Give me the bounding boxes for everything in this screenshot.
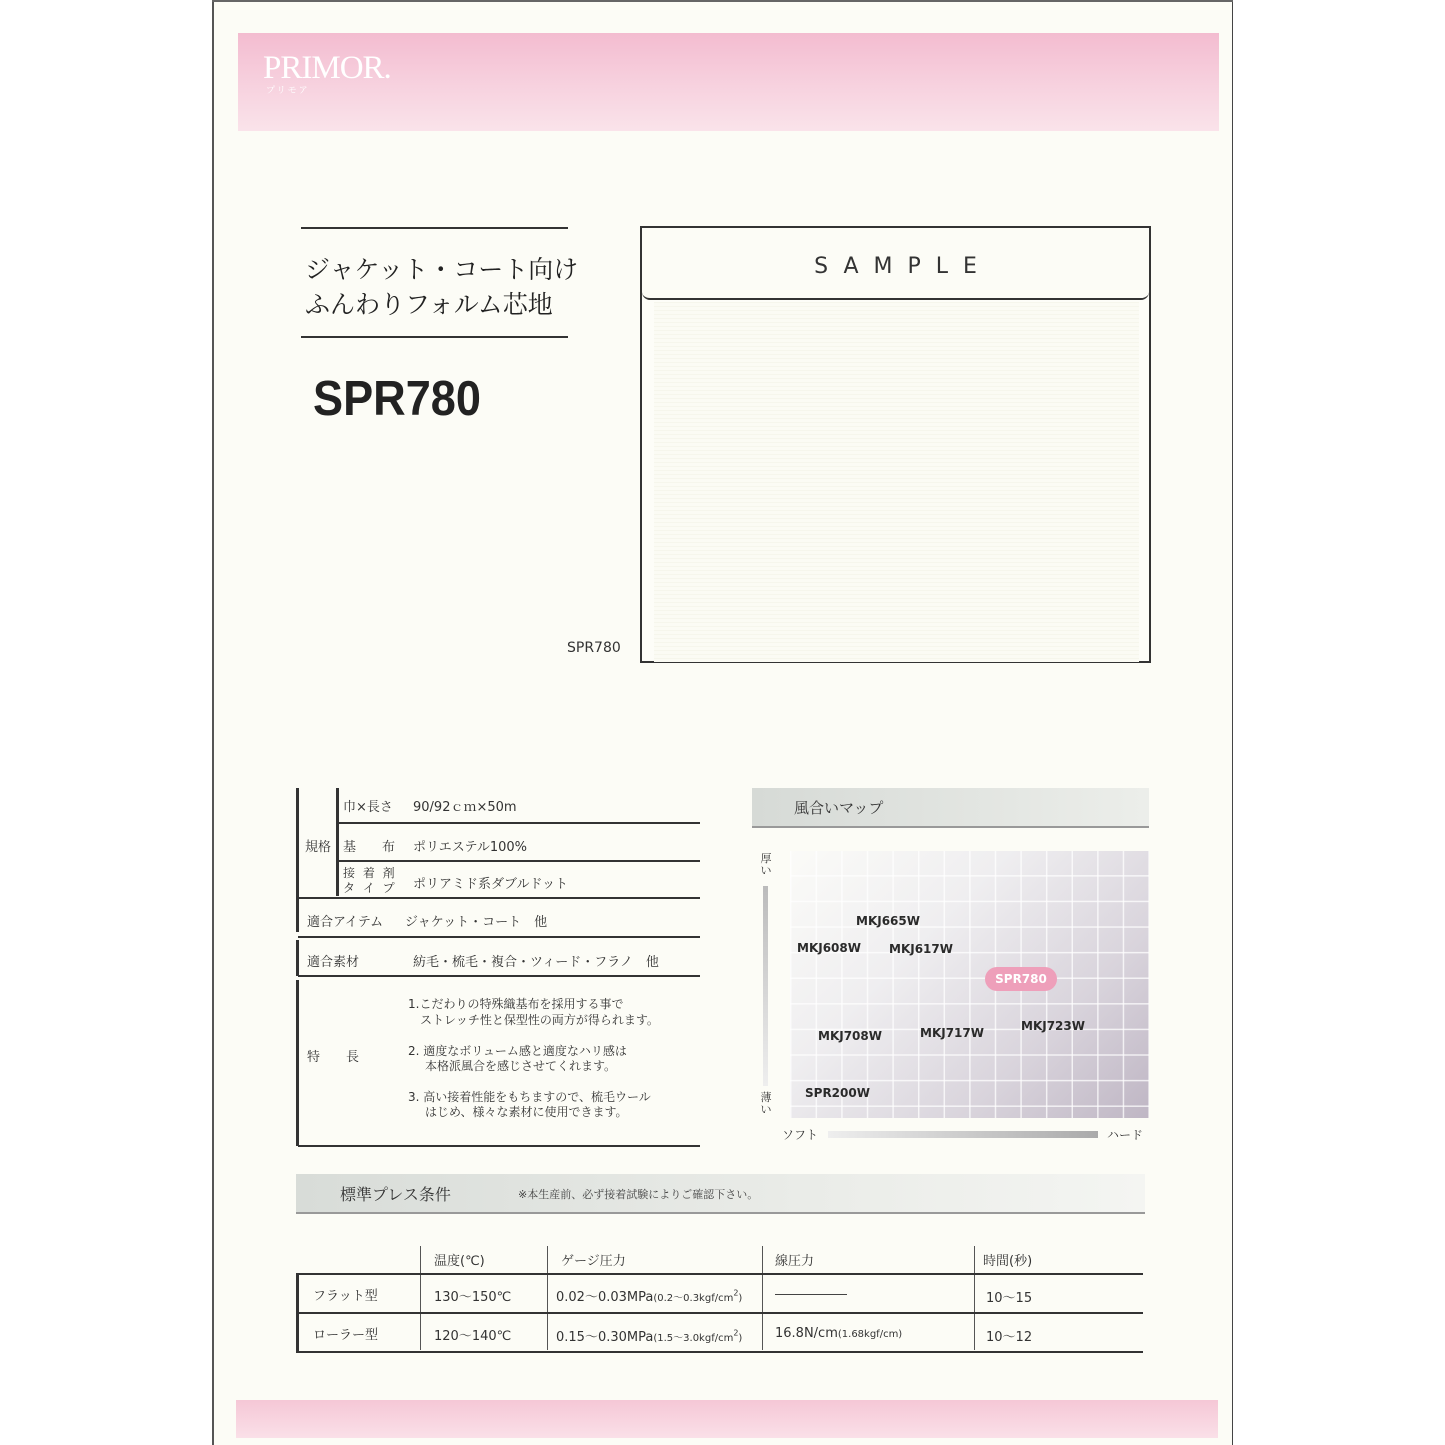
hand-map-grid bbox=[790, 851, 1149, 1118]
feature-1-line-1: 1.こだわりの特殊織基布を採用する事で bbox=[408, 997, 624, 1011]
brand-logo: PRIMOR. bbox=[263, 50, 391, 86]
spec-materials-value: 紡毛・梳毛・複合・ツィード・フラノ 他 bbox=[413, 955, 659, 970]
press-row-flat-temp: 130～150℃ bbox=[434, 1290, 512, 1305]
axis-thin-label: 薄い bbox=[760, 1091, 772, 1116]
press-row-roller-temp: 120～140℃ bbox=[434, 1329, 512, 1344]
axis-soft-label: ソフト bbox=[782, 1128, 819, 1142]
axis-thick-label: 厚い bbox=[760, 852, 772, 877]
feature-1-line-2: ストレッチ性と保型性の両方が得られます。 bbox=[420, 1013, 659, 1027]
map-label-mkj617w: MKJ617W bbox=[889, 942, 953, 956]
press-header-gauge: ゲージ圧力 bbox=[561, 1254, 626, 1269]
map-label-spr200w: SPR200W bbox=[805, 1086, 870, 1100]
map-label-mkj717w: MKJ717W bbox=[920, 1026, 984, 1040]
feature-2-line-2: 本格派風合を感じさせてくれます。 bbox=[425, 1059, 617, 1073]
spec-width-length-label: 巾×長さ bbox=[343, 800, 393, 815]
axis-vertical-bar bbox=[763, 886, 768, 1086]
press-header bbox=[296, 1174, 1145, 1214]
spec-items-label: 適合アイテム bbox=[307, 915, 384, 930]
axis-hard-label: ハード bbox=[1107, 1128, 1144, 1142]
axis-horizontal-bar bbox=[828, 1131, 1098, 1138]
spec-adhesive-label-2: タ イ プ bbox=[343, 881, 397, 895]
map-label-mkj708w: MKJ708W bbox=[818, 1029, 882, 1043]
title-rule-bottom bbox=[301, 336, 568, 338]
map-label-mkj723w: MKJ723W bbox=[1021, 1019, 1085, 1033]
spec-base-fabric-value: ポリエステル100% bbox=[413, 840, 527, 855]
catalog-sheet bbox=[212, 0, 1233, 1445]
sample-fabric bbox=[654, 302, 1139, 662]
press-row-flat-gauge: $0.02\sim 0.03MPa(0.2\sim 0.3kgf/cm^2)$ bbox=[556, 1288, 743, 1305]
footer-band bbox=[236, 1400, 1218, 1438]
spec-features-label: 特 長 bbox=[307, 1050, 360, 1065]
press-row-flat-time: 10～15 bbox=[986, 1291, 1033, 1306]
press-row-roller-type: ローラー型 bbox=[313, 1328, 379, 1343]
press-row-roller-line: 16.8N/cm(1.68kgf/cm) bbox=[775, 1326, 903, 1341]
press-title: 標準プレス条件 bbox=[340, 1185, 451, 1204]
top-border bbox=[212, 0, 1233, 2]
spec-materials-label: 適合素材 bbox=[307, 955, 360, 970]
spec-adhesive-value: ポリアミド系ダブルドット bbox=[413, 877, 568, 892]
press-row-flat-type: フラット型 bbox=[313, 1289, 378, 1304]
product-tagline-2: ふんわりフォルム芯地 bbox=[305, 290, 553, 319]
feature-2-line-1: 2. 適度なボリューム感と適度なハリ感は bbox=[408, 1044, 627, 1058]
feature-3-line-1: 3. 高い接着性能をもちますので、梳毛ウール bbox=[408, 1090, 651, 1104]
sample-swatch bbox=[640, 226, 1151, 663]
title-rule-top bbox=[301, 227, 568, 229]
press-row-roller-time: 10～12 bbox=[986, 1330, 1033, 1345]
map-highlight-spr780: SPR780 bbox=[985, 967, 1057, 991]
spec-adhesive-label-1: 接 着 剤 bbox=[343, 866, 397, 880]
press-row-flat-line-dash bbox=[775, 1294, 847, 1295]
sample-caption: SPR780 bbox=[567, 640, 621, 656]
feature-3-line-2: はじめ、様々な素材に使用できます。 bbox=[425, 1105, 628, 1119]
brand-logo-kana: プリモア bbox=[266, 86, 310, 96]
sample-label: SAMPLE bbox=[814, 254, 992, 279]
hand-map-header bbox=[752, 788, 1149, 828]
product-model: SPR780 bbox=[313, 372, 481, 426]
product-tagline-1: ジャケット・コート向け bbox=[305, 255, 579, 284]
spec-items-value: ジャケット・コート 他 bbox=[405, 915, 548, 930]
spec-base-fabric-label: 基 布 bbox=[343, 840, 396, 855]
hand-map-title: 風合いマップ bbox=[794, 799, 884, 817]
map-label-mkj665w: MKJ665W bbox=[856, 914, 920, 928]
press-row-roller-gauge: $0.15\sim 0.30MPa(1.5\sim 3.0kgf/cm^2)$ bbox=[556, 1328, 743, 1345]
spec-group-label: 規格 bbox=[305, 840, 332, 855]
press-note: ※本生産前、必ず接着試験によりご確認下さい。 bbox=[518, 1188, 759, 1201]
press-header-time: 時間(秒) bbox=[983, 1254, 1033, 1269]
map-label-mkj608w: MKJ608W bbox=[797, 941, 861, 955]
sample-flap bbox=[642, 228, 1149, 300]
spec-width-length-value: 90/92ｃｍ×50m bbox=[413, 800, 517, 815]
press-header-temp: 温度(℃) bbox=[434, 1254, 485, 1269]
press-header-line: 線圧力 bbox=[775, 1254, 815, 1269]
